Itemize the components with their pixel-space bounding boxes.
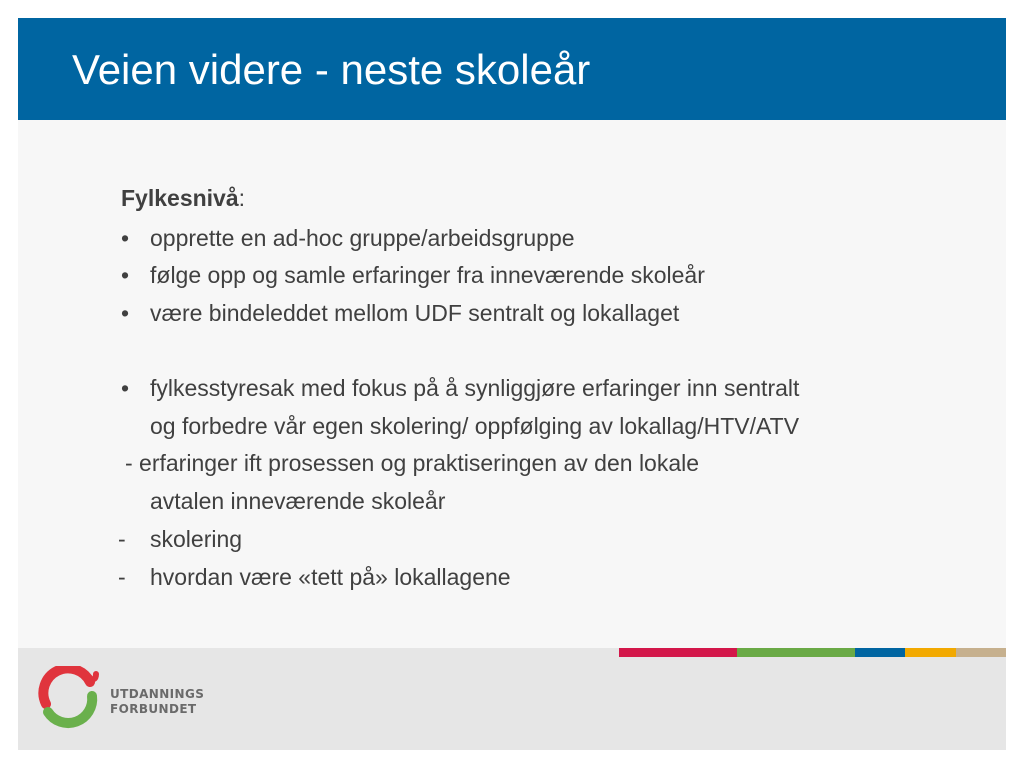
slide-content <box>18 18 1006 648</box>
bullet-marker: • <box>121 300 130 326</box>
color-stripes <box>18 648 1006 657</box>
dash-item-1-line-2: avtalen inneværende skoleår <box>150 488 446 514</box>
dash-item-3: hvordan være «tett på» lokallagene <box>150 564 511 590</box>
dash-marker: - <box>118 526 126 552</box>
bullet-item-1: opprette en ad-hoc gruppe/arbeidsgruppe <box>150 225 575 251</box>
bullet-marker: • <box>121 225 130 251</box>
stripe-beige <box>956 648 1006 657</box>
bullet-marker: • <box>121 262 130 288</box>
dash-item-1-line-1: - erfaringer ift prosessen og praktiseringen av den lokale <box>125 450 700 476</box>
slide <box>18 18 1006 750</box>
dash-item-2: skolering <box>150 526 243 552</box>
bullet-item-4-line-2: og forbedre vår egen skolering/ oppfølging av lokallag/HTV/ATV <box>150 413 800 439</box>
dash-marker: - <box>118 564 126 590</box>
slide-title: Veien videre - neste skoleår <box>72 46 591 93</box>
logo-green-arc <box>48 696 92 723</box>
section-heading-bold: Fylkesnivå <box>121 185 239 211</box>
logo-wordmark <box>110 687 204 717</box>
utdanningsforbundet-logo-icon <box>38 666 102 730</box>
section-heading-colon: : <box>238 185 246 211</box>
logo-line-1: UTDANNINGS <box>110 687 205 701</box>
stripe-blue <box>855 648 905 657</box>
section-heading <box>121 184 245 212</box>
stripe-green <box>737 648 855 657</box>
bullet-item-3: være bindeleddet mellom UDF sentralt og lokallaget <box>150 300 680 326</box>
bullet-marker: • <box>121 375 130 401</box>
bullet-item-2: følge opp og samle erfaringer fra inneværende skoleår <box>150 262 705 288</box>
logo-line-2: FORBUNDET <box>110 702 197 716</box>
bullet-item-4-line-1: fylkesstyresak med fokus på å synliggjøre erfaringer inn sentralt <box>150 375 800 401</box>
stripe-yellow <box>905 648 956 657</box>
stripe-red <box>619 648 737 657</box>
logo-red-arc <box>43 668 90 704</box>
